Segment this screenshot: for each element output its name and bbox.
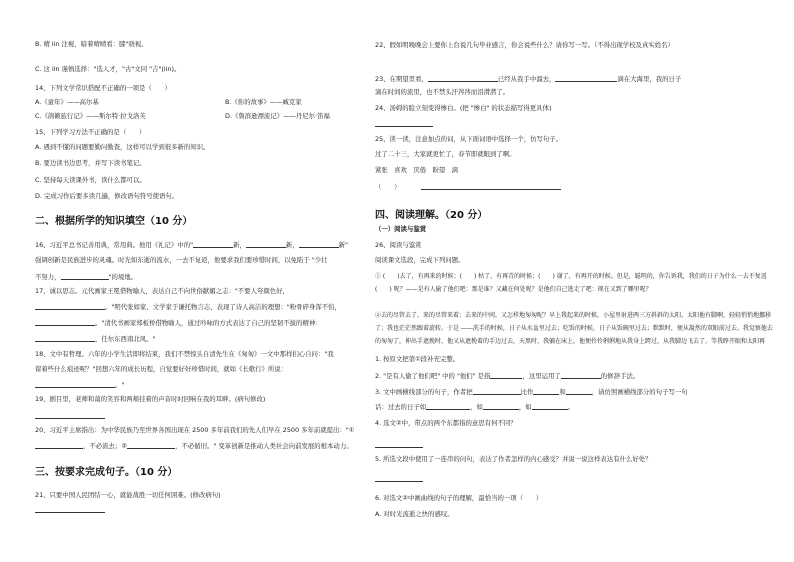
- reading-q3-text-h: 。: [567, 403, 575, 411]
- question-16-line-3: [35, 272, 137, 281]
- reading-q1: 1. 按原文把第①段补充完整。: [375, 355, 460, 363]
- question-25: 25、读一读，注意加点的词，从下面词语中选择一个，仿写句子。: [375, 135, 563, 143]
- question-15: 15、下列学习方法不正确的是（ ）: [35, 128, 146, 136]
- question-18-line-2: 留着些什么痕迹呢？"回想六年的成长历程，自觉要好好珍惜时间，就如《长歌行》所说：: [35, 365, 288, 373]
- question-16-line-1: [35, 240, 348, 249]
- reading-q3-blank-6[interactable]: [532, 402, 568, 410]
- question-16-text-c: 新，: [285, 241, 299, 249]
- question-25-answer-line[interactable]: [421, 182, 561, 190]
- reading-q2-blank-1[interactable]: [490, 371, 522, 379]
- question-17-line-4: [35, 334, 155, 343]
- question-17-blank-3[interactable]: [35, 334, 95, 342]
- question-16-blank-1[interactable]: [193, 240, 233, 248]
- reading-q6: 6. 对选文②中画曲线的句子的理解，最恰当的一项（ ）: [375, 494, 543, 502]
- question-20-text-c: ，不必循旧。" 变革创新是推动人类社会向前发展的根本动力。: [175, 442, 353, 450]
- question-16-line-2: 强调创新是民族进步的灵魂。时光如东逝的流水，一去不复返，他要求我们要珍惜时间，以免陷于 "少壮: [35, 256, 328, 264]
- question-14-option-a: A.《童年》——高尔基: [35, 98, 99, 106]
- question-21: 21、只要中国人民团结一心，就能战胜一切任何困难。(修改病句): [35, 491, 221, 499]
- reading-q4-answer-line[interactable]: [375, 447, 423, 448]
- question-16-text-a: 16、习近平总书记善用典，常用典。他用《礼记》中的": [35, 241, 194, 249]
- reading-q3-text-a: 3. 文中画横线部分的句子，作者把: [375, 388, 473, 396]
- question-22: 22、假如明晚晚会上要你上台说几句毕业感言，你会说些什么？请你写一写。（不得出现学校及真实姓名）: [375, 41, 674, 49]
- question-18-line-3: [35, 380, 124, 389]
- question-16-blank-4[interactable]: [61, 272, 109, 280]
- question-23-line-1: [375, 74, 681, 83]
- question-17-blank-1[interactable]: [35, 302, 105, 310]
- reading-passage-1: ① ( )去了，有再来的时候；( ) 枯了，有再青的时候；( ) 谢了，有再开的时候。但是，聪明的，你告诉我，我们的日子为什么一去不复返 ( ) 呢？——是有人偷了他们吧：那是谁？又藏在何处呢？是他们自己逃走了吧：现在又到了哪里呢？: [375, 273, 767, 293]
- reading-q6-option-a: A. 对时光流逝之快的感叹。: [375, 510, 454, 518]
- question-16-text-b: 新，: [233, 241, 246, 249]
- reading-q3-blank-1[interactable]: [473, 387, 521, 395]
- question-14: 14、下列文学常识搭配不正确的一项是（ ）: [35, 84, 171, 92]
- question-23-text-d: 滴在时间的流里，: [375, 88, 427, 96]
- reading-q5-answer-line[interactable]: [375, 481, 423, 482]
- question-23-text-c: 滴在大海里，我的日子: [617, 75, 682, 83]
- question-16-blank-3[interactable]: [299, 240, 339, 248]
- question-23-text-f: 也不禁头汗涔涔而泪潸潸了。: [426, 88, 510, 96]
- question-19: 19、剧目里，老师和蔼的笑容和两颊挂着的声音时时回响在我的耳畔。(病句修改): [35, 395, 266, 403]
- question-20-text-b: ，不必流去；②: [83, 442, 128, 450]
- reading-q3-line-2: [375, 402, 574, 411]
- reading-q3-text-c: 和: [559, 388, 566, 396]
- question-15-option-c: C. 坚持每天读课外书，读什么都可以。: [35, 176, 146, 184]
- question-23-text-a: 23、在期望里看，: [375, 75, 428, 83]
- reading-q3-line-1: [375, 387, 688, 396]
- reading-q3-blank-4[interactable]: [426, 402, 470, 410]
- question-17-text-b: 。"明代张如家、文学家于谦托物言志，表现了诗人高洁的理想："粉骨碎身浑不怕，: [105, 303, 341, 311]
- question-23-line-2: [375, 88, 509, 96]
- question-13-option-c: C. 这 lin 谨慎选择："选人才，"古"文同 "吉"(lin)。: [35, 65, 181, 73]
- question-25-paren: （ ）: [375, 183, 401, 191]
- section-4-heading: 四、阅读理解。（20 分）: [375, 210, 488, 221]
- question-19-answer-line[interactable]: [35, 418, 105, 419]
- question-23-blank-2[interactable]: [555, 74, 617, 82]
- reading-q2-text-c: 的修辞手法。: [600, 372, 640, 380]
- subsection-heading: （一）阅读与鉴赏: [375, 225, 427, 233]
- question-25-example: 过了二十三，大家就更忙了，春节即就眼到了啊。: [375, 150, 516, 158]
- question-25-answer-row: [375, 182, 561, 191]
- question-23-blank-1[interactable]: [428, 74, 498, 82]
- question-17-line-1: 17、诚以思志。元代画家王冕借物喻人，表达自己不向世俗献媚之志："不要人夸颜色好，: [35, 287, 289, 295]
- question-14-option-b: B.《你的故事》——臧克家: [225, 98, 302, 106]
- question-14-option-c: C.《鸽籁旅行记》——斯尔特·拉戈洛芙: [35, 112, 146, 120]
- reading-q3-blank-5[interactable]: [483, 402, 519, 410]
- question-18-line-1: 18、文中有哲理。六年的小学生活即将结束，我们不禁惊头自清先生在《匆匆》一文中那样扪心自问："我: [35, 350, 334, 358]
- reading-q3-text-e: 话：过去的日子如: [375, 403, 427, 411]
- reading-q2-text-b: ，这里运用了: [522, 372, 561, 380]
- question-13-option-b: B. 晴 lin 注視，暗着晴晴看：膝"晓视。: [35, 40, 148, 48]
- question-24-answer-line[interactable]: [375, 126, 433, 127]
- question-15-option-d: D. 完成习作后要多读几遍，修改语句符号使语句。: [35, 192, 179, 200]
- reading-q3-text-b: 比作: [520, 388, 534, 396]
- question-25-word-choices: 紧张 喜欢 厌倦 盼望 滴: [375, 166, 459, 174]
- reading-q3-text-d: ，请仿照画横线部分的句子写一句: [591, 388, 688, 396]
- question-16-blank-2[interactable]: [246, 240, 286, 248]
- question-14-option-d: D.《鲁滨逊漂流记》——丹尼尔·笛福: [225, 112, 330, 120]
- reading-q3-blank-3[interactable]: [566, 387, 592, 395]
- reading-q2: [375, 371, 639, 380]
- question-17-text-d: ，任尔东西南北风。": [95, 335, 156, 343]
- reading-q3-text-g: ，如: [518, 403, 532, 411]
- question-20-line-2: [35, 441, 353, 450]
- question-17-text-c: 。"清代书画家郑板桥借物喻人，通过吟咏的方式表达了自己的坚韧不拔的精神：: [95, 319, 322, 327]
- question-20-blank-2[interactable]: [127, 441, 175, 449]
- question-26: 26、阅读与鉴赏: [375, 241, 422, 249]
- question-15-option-a: A. 遇到不懂的问题要勤问勤查，这样可以学到很多新的知识。: [35, 143, 210, 151]
- section-3-heading: 三、按要求完成句子。（10 分）: [35, 467, 178, 478]
- question-18-text-c: 。": [115, 381, 125, 389]
- reading-q3-text-f: ，如: [470, 403, 483, 411]
- reading-q5: 5. 所选文段中使用了一连串的问句，表达了作者怎样的内心感受？并说一说这样表达有什么好处？: [375, 455, 652, 463]
- question-20-line-1: 20、习近平主席指出：为中华民族乃至世界各国出现在 2500 多年前我们的先人们早在 2500 多年前就提出："①: [35, 426, 355, 434]
- question-18-blank-1[interactable]: [35, 380, 115, 388]
- question-20-blank-1[interactable]: [35, 441, 83, 449]
- question-15-option-b: B. 要边读书边思考，并写下读书笔记。: [35, 159, 146, 167]
- question-23-text-b: 已经从我手中溜去，: [497, 75, 556, 83]
- question-17-line-2: [35, 302, 341, 311]
- question-21-answer-line[interactable]: [35, 512, 105, 513]
- question-16-text-f: 不努力，: [35, 273, 61, 281]
- reading-q2-text-a: 2. "是有人偷了他们吧" 中的 "他们" 是指: [375, 372, 491, 380]
- reading-q3-blank-2[interactable]: [533, 387, 559, 395]
- reading-intro: 阅读课文选段，完成下列问题。: [375, 256, 465, 264]
- reading-passage-2: ②去的尽管去了，来的尽管来着；去来的中间，又怎样地匆匆呢？早上我起来的时候，小屋里射进两三方斜斜的太阳。太阳他有脚啊，轻轻悄悄地挪移了；我也茫茫然跟着旋转。于是 ——洗手的时候，日子从水盆里过去；吃饭的时候，日子从饭碗里过去；默默时，便从凝然的双眼前过去。我觉察他去的匆匆了，伸出手遮挽时，他又从遮挽着的手边过去，天黑时，我躺在床上，他便伶伶俐俐地从我身上跨过，从我脚边飞去了。等我睁开眼和太阳再: [375, 312, 773, 345]
- question-16-text-d: 新": [338, 241, 348, 249]
- question-17-blank-2[interactable]: [35, 318, 95, 326]
- section-2-heading: 二、根据所学的知识填空（10 分）: [35, 216, 193, 227]
- reading-q4: 4. 选文②中，带点的两个东都指的意思有何不同？: [375, 419, 517, 427]
- question-17-line-3: [35, 318, 322, 327]
- question-16-text-g: "的境地。: [108, 273, 138, 281]
- reading-q2-blank-2[interactable]: [561, 371, 601, 379]
- question-24: 24、汤姆的脸立刻变得惨白。(把 "惨白" 的状态描写得更具体): [375, 104, 552, 112]
